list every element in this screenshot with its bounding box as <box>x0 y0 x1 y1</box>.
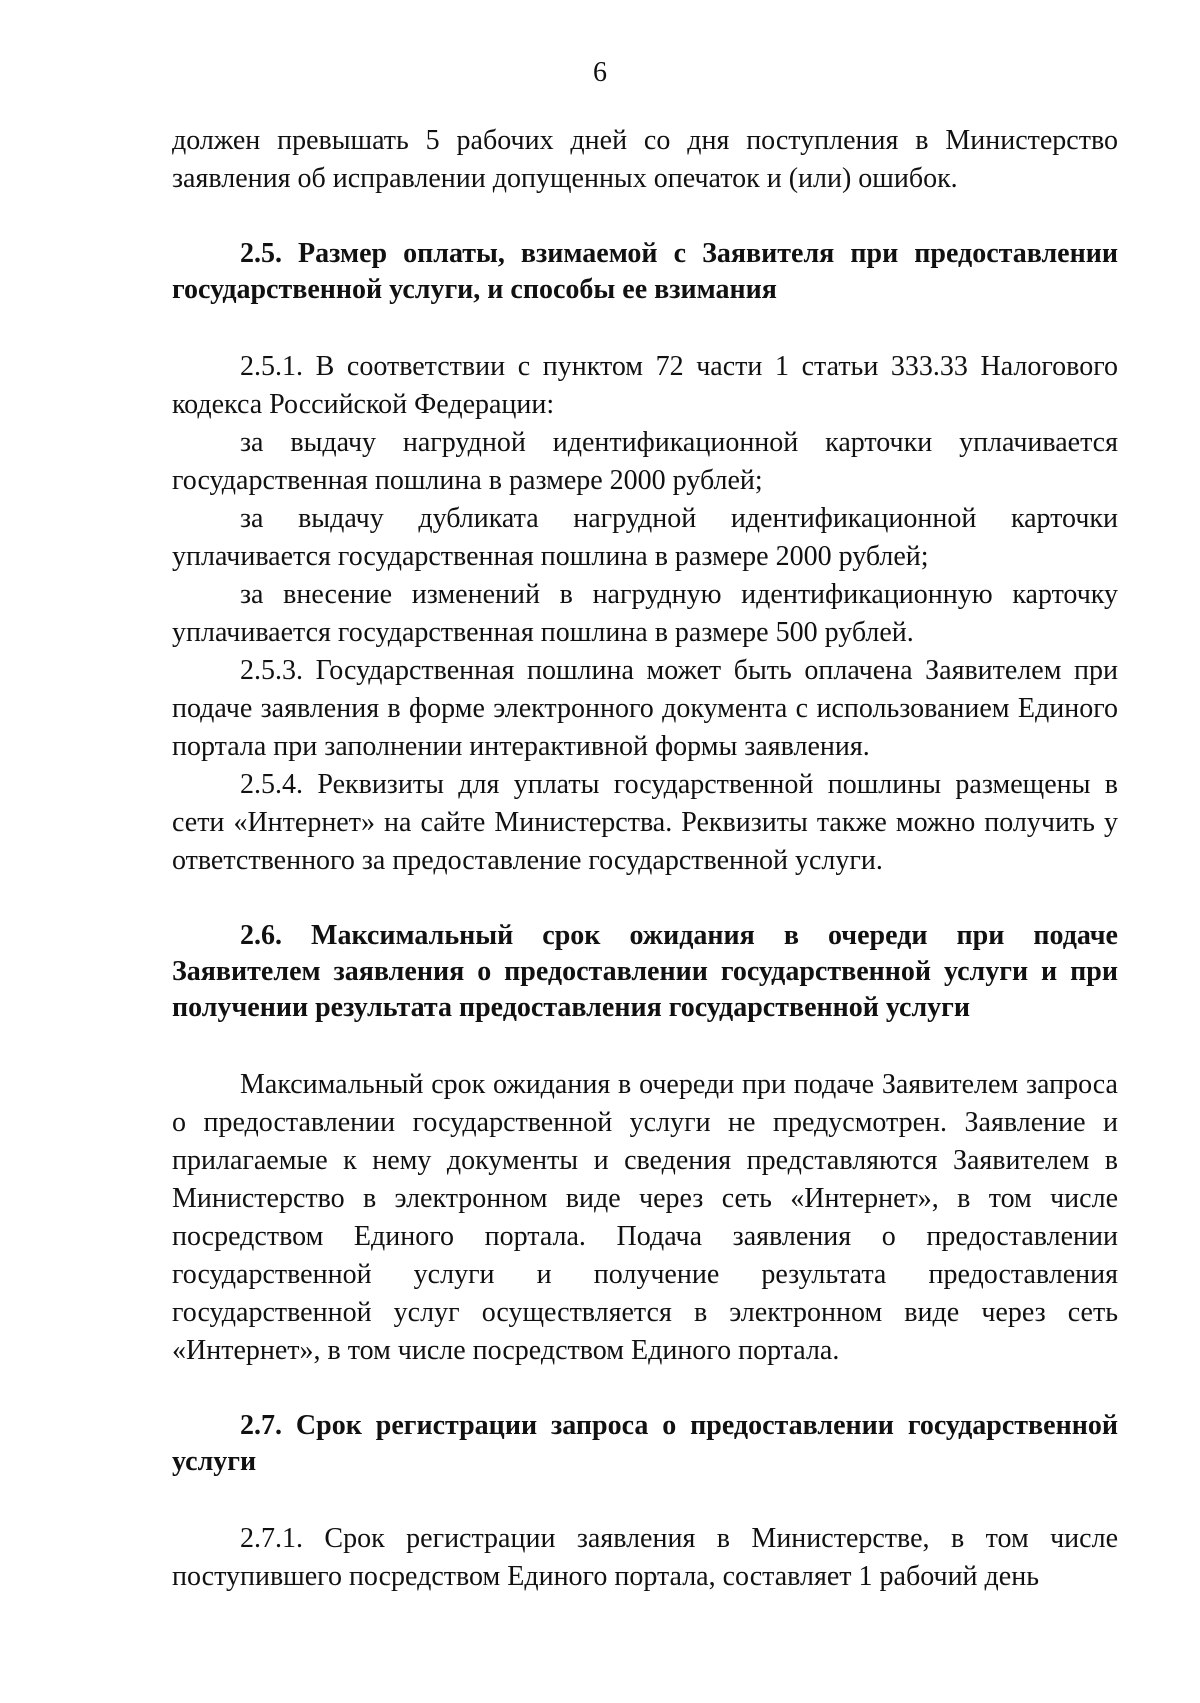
paragraph-2-5-3: 2.5.3. Государственная пошлина может быть оплачена Заявителем при подаче заявления в форме электронного документа с использованием Единого портала при заполнении интерактивной формы заявления. <box>172 655 1118 762</box>
paragraph-2-7-1: 2.7.1. Срок регистрации заявления в Министерстве, в том числе поступившего посредством Единого портала, составляет 1 рабочий день <box>172 1523 1118 1592</box>
paragraph-2-5-4: 2.5.4. Реквизиты для уплаты государственной пошлины размещены в сети «Интернет» на сайте Министерства. Реквизиты также можно получить у ответственного за предоставление государственной услуги. <box>172 769 1118 876</box>
paragraph-fee-changes: за внесение изменений в нагрудную идентификационную карточку уплачивается государственная пошлина в размере 500 рублей. <box>172 579 1118 648</box>
section-heading-2-7: 2.7. Срок регистрации запроса о предоставлении государственной услуги <box>172 1410 1118 1477</box>
page-number: 6 <box>593 57 607 88</box>
section-heading-2-5: 2.5. Размер оплаты, взимаемой с Заявителя при предоставлении государственной услуги, и способы ее взимания <box>172 238 1118 305</box>
section-heading-2-6: 2.6. Максимальный срок ожидания в очереди при подаче Заявителем заявления о предоставлении государственной услуги и при получении результата предоставления государственной услуги <box>172 920 1118 1023</box>
paragraph-fee-duplicate: за выдачу дубликата нагрудной идентификационной карточки уплачивается государственная пошлина в размере 2000 рублей; <box>172 503 1118 572</box>
paragraph-fee-card: за выдачу нагрудной идентификационной карточки уплачивается государственная пошлина в размере 2000 рублей; <box>172 427 1118 496</box>
paragraph-2-6: Максимальный срок ожидания в очереди при подаче Заявителем запроса о предоставлении государственной услуги не предусмотрен. Заявление и прилагаемые к нему документы и сведения представляются Заявителем в Министерство в электронном виде через сеть «Интернет», в том числе посредством Единого портала. Подача заявления о предоставлении государственной услуги и получение результата предоставления государственной услуг осуществляется в электронном виде через сеть «Интернет», в том числе посредством Единого портала. <box>172 1069 1118 1366</box>
document-body <box>172 122 1118 1596</box>
paragraph-2-5-1: 2.5.1. В соответствии с пунктом 72 части 1 статьи 333.33 Налогового кодекса Российской Федерации: <box>172 351 1118 420</box>
paragraph-intro: должен превышать 5 рабочих дней со дня поступления в Министерство заявления об исправлении допущенных опечаток и (или) ошибок. <box>172 125 1118 194</box>
